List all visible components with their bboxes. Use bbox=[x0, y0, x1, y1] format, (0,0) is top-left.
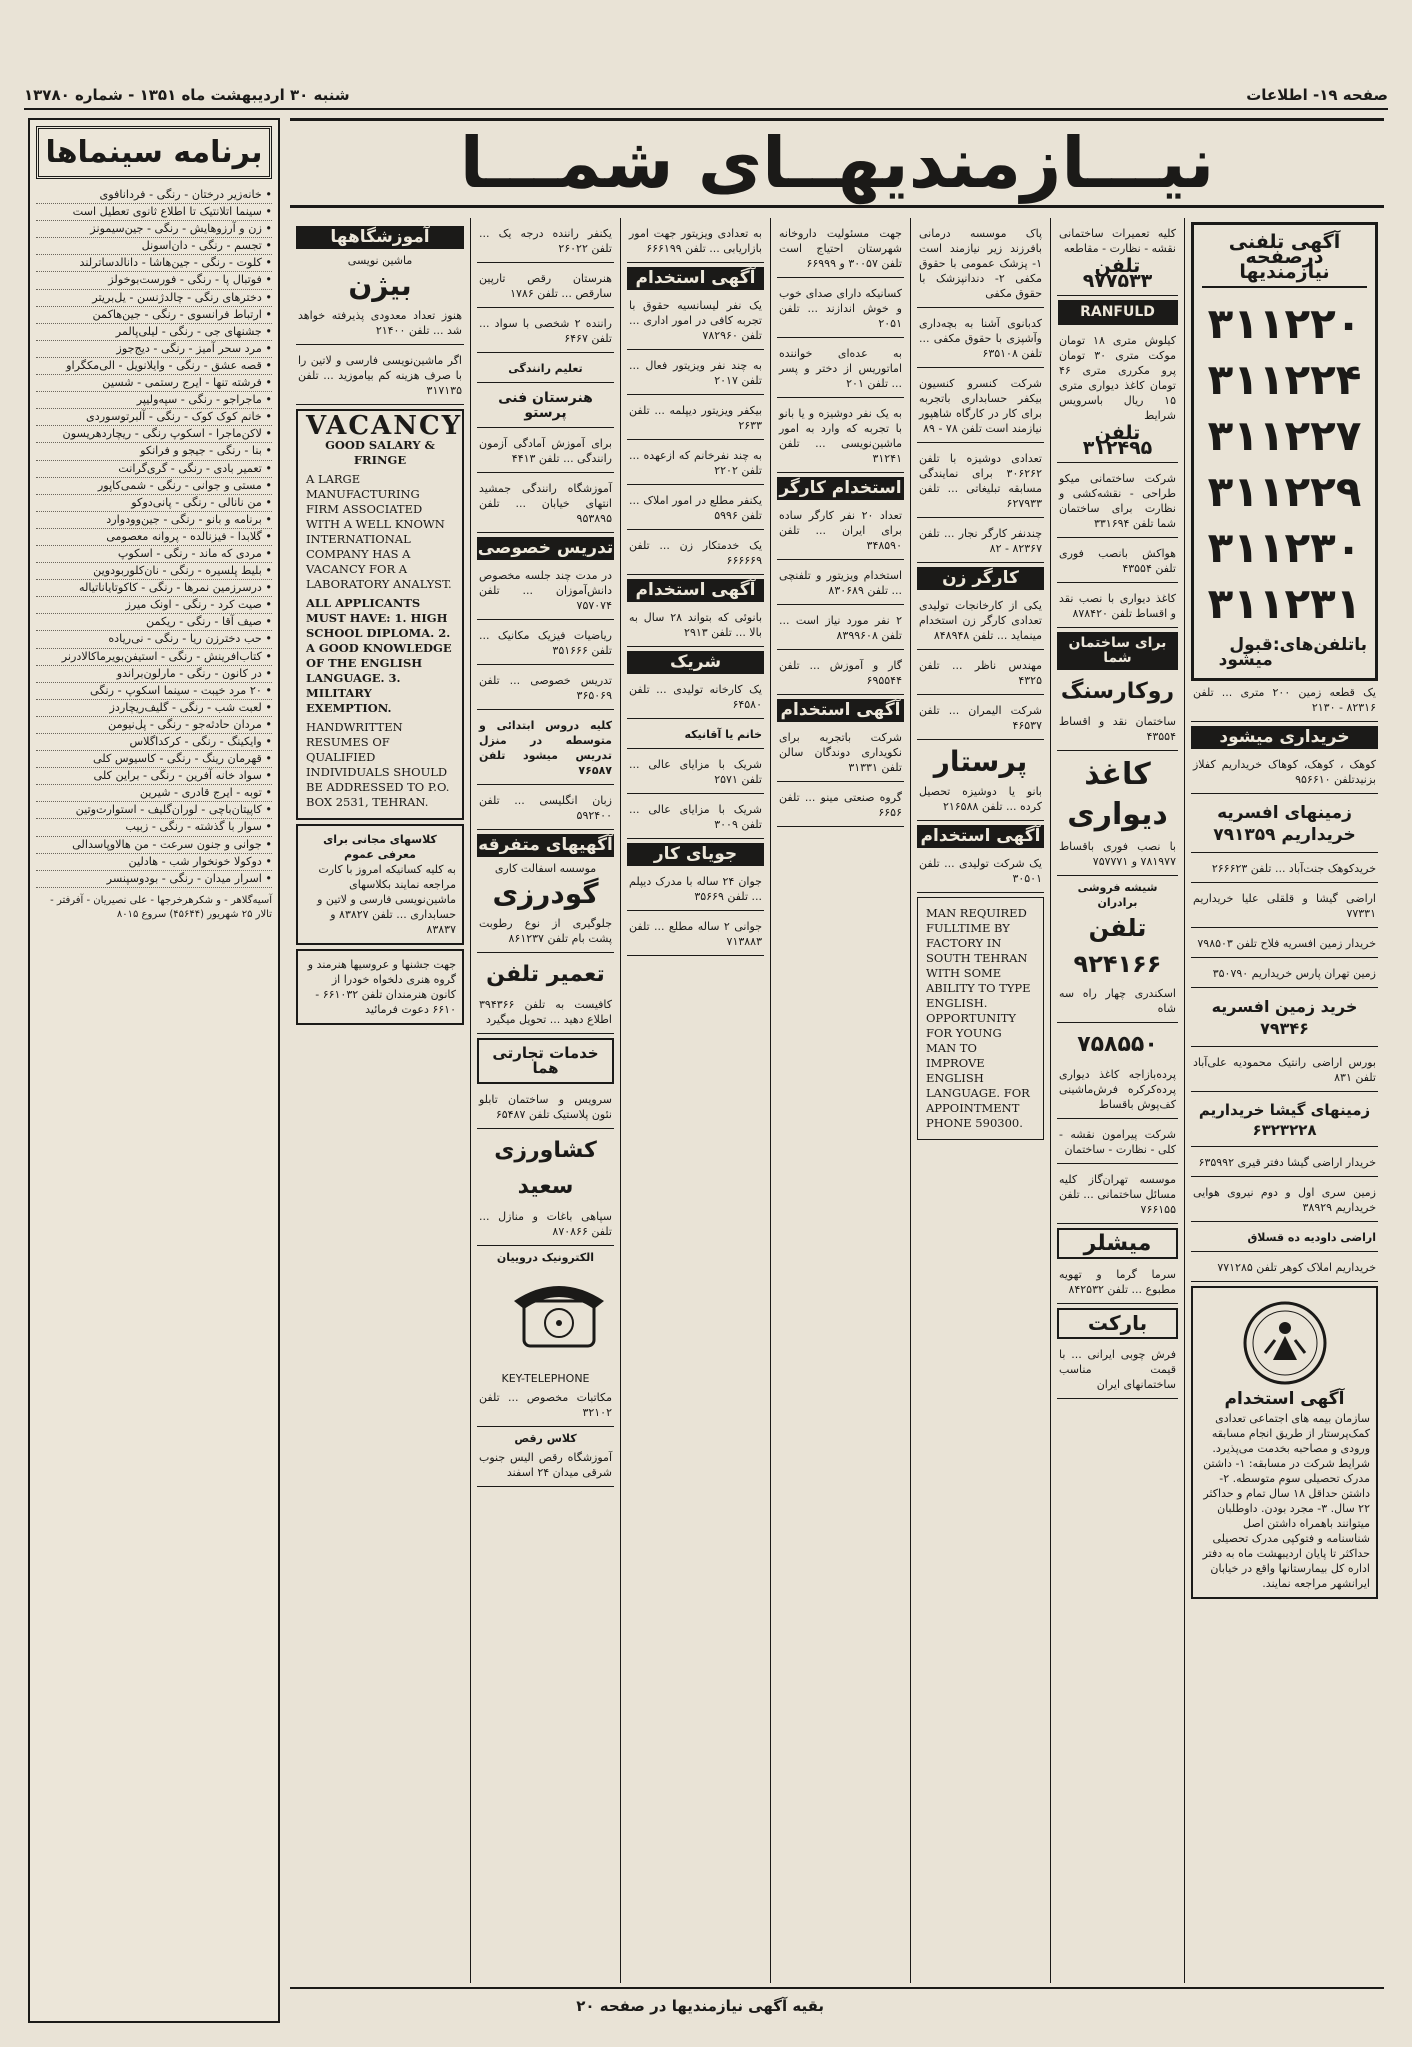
phone-number: ۳۱۱۲۲۰ bbox=[1207, 299, 1362, 348]
heading-build: برای ساختمان شما bbox=[1057, 632, 1178, 670]
ad-buy-5: زمین تهران پارس خریداریم ۳۵۰۷۹۰ bbox=[1191, 962, 1378, 988]
ad-vacancy bbox=[296, 409, 464, 820]
ad-big-land-2: خرید زمین افسریه ۷۹۳۴۶ bbox=[1191, 992, 1378, 1047]
heading-buy: خریداری میشود bbox=[1191, 726, 1378, 749]
phone-ad-side-bottom: قبول میشود bbox=[1218, 635, 1273, 670]
ad-tutor-3: تدریس خصوصی ... تلفن ۳۶۵۰۶۹ bbox=[477, 669, 614, 710]
cinema-listing: • فوتبال پا - رنگی - فورست‌بوخولز bbox=[36, 272, 272, 289]
ad-big-farm: کشاورزی سعید bbox=[494, 1138, 597, 1199]
cinema-listing: • قهرمان رینگ - رنگی - کاسیوس کلی bbox=[36, 751, 272, 768]
ad-realestate: یکنفر مطلع در امور املاک ... تلفن ۵۹۹۶ bbox=[627, 489, 764, 530]
ranfuld-logo: RANFULD bbox=[1058, 300, 1178, 325]
insurance-emblem-icon bbox=[1240, 1298, 1330, 1388]
ad-english: زبان انگلیسی ... تلفن ۵۹۲۴۰۰ bbox=[477, 789, 614, 830]
ad-big-num: ۷۵۸۵۵۰ bbox=[1077, 1032, 1158, 1057]
ad-carpet bbox=[1057, 329, 1178, 463]
cinema-listing: • ارتباط فرانسوی - رنگی - جین‌هاکمن bbox=[36, 307, 272, 324]
ad-buy-7: خریدار اراضی گیشا دفتر قیری ۶۳۵۹۹۲ bbox=[1191, 1151, 1378, 1177]
running-header-left: شنبه ۳۰ اردیبهشت ماه ۱۳۵۱ - شماره ۱۳۷۸۰ bbox=[24, 86, 350, 104]
cinema-listing: • گلابدا - فیزنالده - پروانه معصومی bbox=[36, 529, 272, 546]
ad-rent: خریداریم املاک کوهر تلفن ۷۷۱۲۸۵ bbox=[1191, 1256, 1378, 1282]
ad-correspondence: مکاتبات مخصوص ... تلفن ۳۲۱۰۲ bbox=[477, 1386, 614, 1427]
ad-housekeeper: کدبانوی آشنا به بچه‌داری وآشپزی با حقوق مکفی ... تلفن ۶۳۵۱۰۸ bbox=[917, 312, 1044, 368]
vacancy-line-4: HANDWRITTEN RESUMES OF QUALIFIED INDIVIDUALS SHOULD BE ADDRESSED TO P.O. BOX 2531, TEHRAN. bbox=[306, 720, 450, 809]
ad-driver: یکنفر راننده درجه یک ... تلفن ۲۶۰۲۲ bbox=[477, 222, 614, 263]
ad-waterproof: جلوگیری از نوع رطوبت پشت بام تلفن ۸۶۱۲۳۷ bbox=[477, 912, 614, 953]
heading-partner: شریک bbox=[627, 651, 764, 674]
ad-diploma-visitor: بیکفر ویزیتور دیپلمه ... تلفن ۲۶۳۳ bbox=[627, 399, 764, 440]
ad-active-visitor: به چند نفر ویزیتور فعال ... تلفن ۲۰۱۷ bbox=[627, 354, 764, 395]
cinema-listing: • اسرار میدان - رنگی - بودوسپنسر bbox=[36, 871, 272, 888]
ad-gardens: سپاهی باغات و منازل ... تلفن ۸۷۰۸۶۶ bbox=[477, 1205, 614, 1246]
ad-big-phone-repair: تعمیر تلفن bbox=[486, 962, 605, 987]
ad-parquet: فرش چوبی ایرانی ... با قیمت مناسب ساختمانهای ایران bbox=[1057, 1343, 1178, 1399]
phone-ad-box bbox=[1191, 222, 1378, 681]
ad-job-seeker-1: جوان ۲۴ ساله با مدرک دیپلم ... تلفن ۳۵۶۶۹ bbox=[627, 870, 764, 911]
cinema-program-title: برنامه سینماها bbox=[36, 126, 272, 179]
cinema-listing: • توبه - ایرج قادری - شیرین bbox=[36, 785, 272, 802]
ad-glass-address: اسکندری چهار راه سه شاه bbox=[1057, 982, 1178, 1023]
ad-ladies-2: به چند نفرخانم که ازعهده ... تلفن ۲۲۰۲ bbox=[627, 444, 764, 485]
ad-building-repair-phone: تلفن ۹۷۷۵۳۳ bbox=[1082, 255, 1153, 292]
ad-buy-6: بورس اراضی رانتیک محمودیه علی‌آباد تلفن ۸۳۱ bbox=[1191, 1051, 1378, 1092]
heading-hire-col5: آگهی استخدام bbox=[627, 267, 764, 290]
cinema-listing: • برنامه و بانو - رنگی - جین‌وودوارد bbox=[36, 512, 272, 529]
ad-typing: ماشین نویسی bbox=[347, 254, 413, 267]
ad-artists: جهت جشنها و عروسیها هنرمند و گروه هنری دلخواه خودرا از کانون هنرمندان تلفن ۶۶۱۰۳۲ - ۶۶۱۰ دعوت فرمائید bbox=[296, 949, 464, 1025]
section-banner: نیـــازمندیهــای شمـــا bbox=[290, 118, 1384, 208]
cinema-listing: • خانه‌زیر درختان - رنگی - فردانافوی bbox=[36, 187, 272, 204]
phone-number: ۳۱۱۲۲۷ bbox=[1207, 411, 1362, 460]
ad-mino: گروه صنعتی مینو ... تلفن ۶۶۵۶ bbox=[777, 786, 904, 827]
cinema-listing: • کاپیتان‌باچی - لوران‌گلیف - استوارت‌وتین bbox=[36, 802, 272, 819]
heading-schools: آموزشگاهها bbox=[296, 226, 464, 249]
ad-partner-3: شریک با مزایای عالی ... تلفن ۳۰۰۹ bbox=[627, 798, 764, 839]
ad-experienced: شرکت باتجربه برای نکویداری دوندگان سالن تلفن ۳۱۳۳۱ bbox=[777, 726, 904, 782]
phone-number: ۳۱۱۲۲۹ bbox=[1207, 467, 1362, 516]
ad-buy-2: خریدکوهک جنت‌آباد ... تلفن ۲۶۶۶۲۳ bbox=[1191, 857, 1378, 883]
cinema-listing: • جشنهای جی - رنگی - لیلی‌پالمر bbox=[36, 324, 272, 341]
ad-bijan: هنوز تعداد معدودی پذیرفته خواهد شد ... تلفن ۲۱۴۰۰ bbox=[296, 304, 464, 345]
ad-buy-1: کوهک ، کوهک، کوهاک خریداریم کفلاز بزنیدتلفن ۹۵۶۶۱۰ bbox=[1191, 753, 1378, 794]
cinema-listing: • دوکولا خونخوار شب - هادلین bbox=[36, 854, 272, 871]
mischler-logo: میشلر bbox=[1057, 1228, 1178, 1259]
cinema-listing: • کتاب‌افرینش - رنگی - استیفن‌بویرماکا‌لادرنر bbox=[36, 649, 272, 666]
ad-electronic: الکترونیک دروییان bbox=[496, 1251, 595, 1264]
phone-number: ۳۱۱۲۳۰ bbox=[1207, 523, 1362, 572]
phone-ad-side-top: باتلفن‌های: bbox=[1272, 635, 1367, 655]
cinema-listing: • تعمیر بادی - رنگی - گری‌گرانت bbox=[36, 461, 272, 478]
key-telephone-label: KEY-TELEPHONE bbox=[501, 1372, 590, 1385]
cinema-program bbox=[28, 118, 280, 2023]
phone-number-list bbox=[1202, 296, 1367, 632]
ad-driving-prep: برای آموزش آمادگی آزمون رانندگی ... تلفن ۴۴۱۳ bbox=[477, 432, 614, 473]
cinema-listing: • سینما اتلانتیک تا اطلاع ثانوی تعطیل است bbox=[36, 204, 272, 221]
ad-maid: یک خدمتکار زن ... تلفن ۶۶۶۶۶۹ bbox=[627, 534, 764, 575]
cinema-listing: • قصه عشق - رنگی - وایلانویل - الی‌مکگراو bbox=[36, 358, 272, 375]
ad-big-bijan: بیژن bbox=[348, 269, 412, 302]
ad-glass: شیشه فروشی برادران bbox=[1077, 881, 1158, 909]
ad-nurse: بانو یا دوشیزه تحصیل کرده ... تلفن ۲۱۶۵۸۸ bbox=[917, 780, 1044, 821]
ad-dance-school: هنرستان رقص تارپین سارقص ... تلفن ۱۷۸۶ bbox=[477, 267, 614, 308]
classifieds-section bbox=[290, 118, 1384, 2023]
vacancy-line-2: A LARGE MANUFACTURING FIRM ASSOCIATED WITH A WELL KNOWN INTERNATIONAL COMPANY HAS A VACANCY FOR A LABORATORY ANALYST. bbox=[306, 472, 452, 591]
ad-tutor-1: در مدت چند جلسه مخصوص دانش‌آموزان ... تلفن ۷۵۷۰۷۴ bbox=[477, 564, 614, 620]
ad-tutor-4: کلیه دروس ابتدائی و متوسطه در منزل تدریس میشود تلفن ۷۶۵۸۷ bbox=[477, 714, 614, 785]
cinema-listing: • مرد سحر آمیز - رنگی - دیج‌جوز bbox=[36, 341, 272, 358]
ad-work-training: گار و آموزش ... تلفن ۶۹۵۵۴۴ bbox=[777, 654, 904, 695]
bw-logo: بارکت bbox=[1057, 1308, 1178, 1339]
ad-driver-2: راننده ۲ شخصی با سواد ... تلفن ۶۴۶۷ bbox=[477, 312, 614, 353]
heading-job-seeker: جویای کار bbox=[627, 843, 764, 866]
ad-free-classes bbox=[296, 824, 464, 945]
telephone-icon bbox=[504, 1271, 614, 1361]
heading-tutor: تدریس خصوصی bbox=[477, 538, 614, 558]
ad-alimran: شرکت الیمران ... تلفن ۴۶۵۳۷ bbox=[917, 699, 1044, 740]
ad-big-wallpaper: کاغذ دیواری bbox=[1067, 757, 1168, 832]
cinema-listing: • جوانی و جنون سرعت - من هالاوپاسدالی bbox=[36, 837, 272, 854]
column-5 bbox=[620, 218, 770, 1983]
cinema-listing: • لعبت شب - رنگی - گلیف‌ریچاردز bbox=[36, 700, 272, 717]
ad-fan: هواکش بانصب فوری تلفن ۴۳۵۵۴ bbox=[1057, 542, 1178, 583]
phone-ad-side bbox=[1202, 635, 1367, 670]
column-4 bbox=[770, 218, 910, 1983]
phone-number: ۳۱۱۲۳۱ bbox=[1207, 579, 1362, 628]
ad-typing-2: اگر ماشین‌نویسی فارسی و لاتین را با صرف هزینه کم بیاموزید ... تلفن ۳۱۷۱۳۵ bbox=[296, 349, 464, 405]
cinema-listing: • سواد خانه آفرین - رنگی - براین کلی bbox=[36, 768, 272, 785]
heading-driving: تعلیم رانندگی bbox=[477, 357, 614, 383]
ad-clinic: پاک موسسه درمانی بافرزند زیر نیازمند است ۱- پزشک عمومی با حقوق مکفی ۲- دندانپزشک با حقوق مکفی bbox=[917, 222, 1044, 308]
ad-marketing: به تعدادی ویزیتور جهت امور بازاریابی ... تلفن ۶۶۶۱۹۹ bbox=[627, 222, 764, 263]
cinema-listing: • سوار با گذشته - رنگی - زبیب bbox=[36, 819, 272, 836]
cinema-listing: • صیت کرد - رنگی - اونک میرز bbox=[36, 597, 272, 614]
homa-logo: خدمات تجارتی هما bbox=[477, 1038, 614, 1084]
ad-big-land: زمینهای افسریه خریداریم ۷۹۱۳۵۹ bbox=[1191, 798, 1378, 853]
ad-big-gudarzi: گودرزی bbox=[492, 877, 599, 910]
ad-buy-4: خریدار زمین افسریه فلاح تلفن ۷۹۸۵۰۳ bbox=[1191, 932, 1378, 958]
column-2 bbox=[1050, 218, 1184, 1983]
phone-ad-title: آگهی تلفنی درصفحه نیازمندیها bbox=[1202, 235, 1367, 288]
cinema-listing: • فرشته تنها - ایرج رستمی - شسین bbox=[36, 375, 272, 392]
ad-big-gisha: زمینهای گیشا خریداریم ۶۳۲۳۲۲۸ bbox=[1191, 1096, 1378, 1147]
heading-hire-col5-2: آگهی استخدام bbox=[627, 579, 764, 602]
cinema-listing: • مردی که ماند - رنگی - اسکوپ bbox=[36, 546, 272, 563]
free-classes-body: به کلیه کسانیکه امروز با کارت مراجعه نمایند بکلاسهای ماشین‌نویسی فارسی و لاتین و حسابداری ... تلفن ۸۳۸۲۷ و ۸۳۸۳۷ bbox=[317, 863, 456, 936]
ad-jamshid: آموزشگاه رانندگی جمشید انتهای خیابان ... تلفن ۹۵۳۸۹۵ bbox=[477, 477, 614, 533]
heading-female-worker: کارگر زن bbox=[917, 567, 1044, 590]
ad-two-people: ۲ نفر مورد نیاز است ... تلفن ۸۳۹۹۶۰۸ bbox=[777, 609, 904, 650]
ad-miko: شرکت ساختمانی میکو طراحی - نقشه‌کشی و نظارت برای ساختمان شما تلفن ۳۳۱۶۹۴ bbox=[1057, 467, 1178, 538]
ad-engineer: مهندس ناظر ... تلفن ۴۳۲۵ bbox=[917, 654, 1044, 695]
page-footer: بقیه آگهی نیازمندیها در صفحه ۲۰ bbox=[290, 1987, 1384, 2023]
ad-partner-2: شریک با مزایای عالی ... تلفن ۲۵۷۱ bbox=[627, 753, 764, 794]
cinema-listing: • ماجراجو - رنگی - سپه‌ولیپر bbox=[36, 392, 272, 409]
vacancy-title: VACANCY bbox=[306, 411, 463, 441]
classified-columns bbox=[290, 218, 1384, 1983]
column-3 bbox=[910, 218, 1050, 1983]
ad-building-repair-text: کلیه تعمیرات ساختمانی نقشه - نظارت - مقاطعه bbox=[1059, 227, 1176, 255]
ad-tehrangaz: موسسه تهران‌گاز کلیه مسائل ساختمانی ... تلفن ۷۶۶۱۵۵ bbox=[1057, 1168, 1178, 1224]
ad-typist: به یک نفر دوشیزه و یا بانو با تجربه که وارد به امور ماشین‌نویسی ... تلفن ۳۱۲۴۱ bbox=[777, 402, 904, 473]
cinema-listing: • مستی و جوانی - رنگی - شمی‌کاپور bbox=[36, 478, 272, 495]
ad-phone-repair: کافیست به تلفن ۳۹۴۳۶۶ اطلاع دهید ... تحویل میگیرد bbox=[477, 993, 614, 1034]
ad-visitor: استخدام ویزیتور و تلفنچی ... تلفن ۸۳۰۶۸۹ bbox=[777, 564, 904, 605]
ad-partner: یک کارخانه تولیدی ... تلفن ۶۴۵۸۰ bbox=[627, 678, 764, 719]
ad-wallpaper-2: با نصب فوری باقساط ۷۸۱۹۷۷ و ۷۵۷۷۷۱ bbox=[1057, 835, 1178, 876]
cinema-list bbox=[36, 187, 272, 888]
ad-tutor-2: ریاضیات فیزیک مکانیک ... تلفن ۳۵۱۶۶۶ bbox=[477, 624, 614, 665]
cinema-listing: • بلیط پلسیره - رنگی - نان‌کلوربودوین bbox=[36, 563, 272, 580]
running-header-right: صفحه ۱۹- اطلاعات bbox=[1246, 86, 1388, 104]
column-6 bbox=[470, 218, 620, 1983]
cinema-listing: • تجسم - رنگی - دان‌اسونل bbox=[36, 238, 272, 255]
ad-ladies: تعدادی دوشیزه با تلفن ۳۰۶۲۶۲ برای نمایندگی مسابقه تبلیغاتی ... تلفن ۶۲۷۹۳۳ bbox=[917, 447, 1044, 518]
ad-accountant: شرکت کنسرو کنسیون بیکفر حسابداری باتجربه برای کار در کارگاه شاهپور نیازمند است تلفن ۷۸ - ۸۹ bbox=[917, 372, 1044, 443]
heading-misc: آگهیهای متفرقه bbox=[478, 835, 613, 855]
ad-big-rock: روکارسنگ bbox=[1060, 679, 1175, 704]
cinema-footer: آسیه‌گلاهر - و شکرهرخرجها - علی نصیریان - آفرفتر - تالار ۲۵ شهریور (۴۵۶۴۴) سروع ۸۰۱۵ bbox=[50, 894, 272, 920]
ad-neon: سرویس و ساختمان تابلو نئون پلاستیک تلفن ۶۵۴۸۷ bbox=[477, 1088, 614, 1129]
cinema-listing: • دخترهای رنگی - چالدژنسن - یل‌بریتر bbox=[36, 290, 272, 307]
ad-factory: یکی از کارخانجات تولیدی تعدادی کارگر زن استخدام مینماید ... تلفن ۸۴۸۹۴۸ bbox=[917, 594, 1044, 650]
cinema-listing: • ۲۰ مرد خیبت - سینما اسکوپ - رنگی bbox=[36, 683, 272, 700]
ad-lady: بانوئی که بتواند ۲۸ سال به بالا ... تلفن ۲۹۱۳ bbox=[627, 606, 764, 647]
ad-english-factory: MAN REQUIRED FULLTIME BY FACTORY IN SOUTH TEHRAN WITH SOME ABILITY TO TYPE ENGLISH. OPPORTUNITY FOR YOUNG MAN TO IMPROVE ENGLISH LANGUAGE. FOR APPOINTMENT PHONE 590300. bbox=[917, 897, 1044, 1140]
cinema-listing: • کلوت - رنگی - جین‌هاشا - دانالدساترلند bbox=[36, 255, 272, 272]
ad-insurance bbox=[1191, 1286, 1378, 1599]
ad-hvac: سرما گرما و تهویه مطبوع ... تلفن ۸۴۲۵۳۲ bbox=[1057, 1263, 1178, 1304]
ad-amateurs: به عده‌ای خواننده اماتوریس از دختر و پسر ... تلفن ۲۰۱ bbox=[777, 342, 904, 398]
heading-hire-col3: آگهی استخدام bbox=[917, 825, 1044, 848]
cinema-listing: • وایکینگ - رنگی - کرکداگلاس bbox=[36, 734, 272, 751]
ad-rock: ساختمان نقد و اقساط ۴۳۵۵۴ bbox=[1057, 710, 1178, 751]
vacancy-line-3: ALL APPLICANTS MUST HAVE: 1. HIGH SCHOOL DIPLOMA. 2. A GOOD KNOWLEDGE OF THE ENGLISH LANGUAGE. 3. MILITARY EXEMPTION. bbox=[306, 596, 452, 715]
ad-davudieh: اراضی داودیه ده قسلاق bbox=[1191, 1226, 1378, 1252]
cinema-listing: • بنا - رنگی - جیجو و فرانکو bbox=[36, 443, 272, 460]
ad-asphalt: موسسه اسفالت کاری bbox=[494, 862, 597, 875]
cinema-listing: • خانم کوک کوک - رنگی - آلبرتوسوردی bbox=[36, 409, 272, 426]
ad-simple-workers: تعداد ۲۰ نفر کارگر ساده برای ایران ... تلفن ۳۴۸۵۹۰ bbox=[777, 504, 904, 560]
ad-job-seeker-2: جوانی ۲ ساله مطلع ... تلفن ۷۱۳۸۸۳ bbox=[627, 915, 764, 956]
cinema-listing: • من نانالی - رنگی - پانی‌دوکو bbox=[36, 495, 272, 512]
ad-production: یک شرکت تولیدی ... تلفن ۳۰۵۰۱ bbox=[917, 852, 1044, 893]
running-header bbox=[24, 82, 1388, 110]
ad-law-graduate: یک نفر لیسانسیه حقوق با تجربه کافی در امور اداری ... تلفن ۷۸۲۹۶۰ bbox=[627, 294, 764, 350]
cinema-listing: • در کانون - رنگی - مارلون‌براندو bbox=[36, 666, 272, 683]
cinema-listing: • لاکن‌ماجرا - اسکوپ رنگی - ریچاردهریسون bbox=[36, 426, 272, 443]
ad-big-nurse: پرستار bbox=[933, 745, 1028, 778]
ad-buy-8: زمین سری اول و دوم نیروی هوایی خریداریم ۳۸۹۲۹ bbox=[1191, 1181, 1378, 1222]
ad-curtain: پرده‌بازاجه کاغذ دیواری پرده‌کرکره فرش‌ماشینی کف‌پوش باقساط bbox=[1057, 1063, 1178, 1119]
cinema-listing: • زن و آرزوهایش - رنگی - جین‌سیمونز bbox=[36, 221, 272, 238]
column-7 bbox=[290, 218, 470, 1983]
cinema-listing: • صیف آقا - رنگی - ریکمن bbox=[36, 614, 272, 631]
cinema-listing: • حب دخترزن ریا - رنگی - نی‌ریاده bbox=[36, 631, 272, 648]
ad-buy-3: اراضی گیشا و قلقلی علیا خریداریم ۷۷۳۳۱ bbox=[1191, 887, 1378, 928]
column-1 bbox=[1184, 218, 1384, 1983]
heading-hire-worker: استخدام کارگر bbox=[777, 477, 904, 500]
cinema-listing: • مردان حادثه‌جو - رنگی - پل‌نیومن bbox=[36, 717, 272, 734]
cinema-listing: • درسرزمین نمرها - رنگی - کاکوتایاناتیاله bbox=[36, 580, 272, 597]
ad-dance-class: آموزشگاه رقص الیس جنوب شرقی میدان ۲۴ اسفند bbox=[477, 1446, 614, 1487]
free-classes-title: کلاسهای مجانی برای معرفی عموم bbox=[323, 833, 437, 861]
ad-wallpaper-1: کاغذ دیواری با نصب نقد و اقساط تلفن ۸۷۸۴۲۰ bbox=[1057, 587, 1178, 628]
ad-pharmacy: جهت مسئولیت داروخانه شهرستان احتیاج است تلفن ۳۰۰۵۷ و ۶۶۹۹۹ bbox=[777, 222, 904, 278]
ad-carpet-text: کیلوش متری ۱۸ تومان موکت متری ۳۰ تومان پرو مکرری متری ۴۶ تومان کاغذ دیواری متری ۱۵ ریال باسرویس شرایط bbox=[1059, 334, 1176, 422]
heading-hire-col4: آگهی استخدام bbox=[777, 699, 904, 722]
ad-land: یک قطعه زمین ۲۰۰ متری ... تلفن ۸۲۳۱۶ - ۲۱۳۰ bbox=[1191, 681, 1378, 722]
ad-piramoon: شرکت پیرامون نقشه - کلی - نظارت - ساختمان bbox=[1057, 1123, 1178, 1164]
ad-singers: کسانیکه دارای صدای خوب و خوش اندازند ... تلفن ۲۰۵۱ bbox=[777, 282, 904, 338]
ad-wife-heading: خانم یا آقانیکه bbox=[627, 723, 764, 749]
ad-parastoo: هنرستان فنی پرستو bbox=[477, 387, 614, 428]
phone-number: ۳۱۱۲۲۴ bbox=[1207, 355, 1362, 404]
vacancy-line-1: GOOD SALARY & FRINGE bbox=[325, 438, 435, 467]
heading-dance: کلاس رقص bbox=[514, 1432, 577, 1445]
ad-insurance-body: سازمان بیمه های اجتماعی تعدادی کمک‌پرستار از طریق انجام مسابقه ورودی و مصاحبه بخدمت می‌پذیرد. شرایط شرکت در مسابقه: ۱- داشتن مدرک تحصیلی سوم متوسطه. ۲- داشتن حداقل ۱۸ سال تمام و حداکثر ۲۲ سال. ۳- مجرد بودن. داوطلبان میتوانند باهمراه داشتن اصل شناسنامه و فتوکپی مدرک تحصیلی حداکثر تا پایان اردیبهشت ماه به دفتر اداره کل بیمارستانها واقع در خیابان ایرانشهر مراجعه نمایند. bbox=[1202, 1412, 1370, 1590]
ad-building-repair bbox=[1057, 222, 1178, 296]
ad-carpet-phone: تلفن ۳۱۲۴۹۵ bbox=[1082, 422, 1153, 459]
ad-insurance-title: آگهی استخدام bbox=[1224, 1389, 1345, 1409]
ad-big-tel: تلفن ۹۲۴۱۶۶ bbox=[1073, 914, 1162, 978]
ad-carpenter: چندنفر کارگر نجار ... تلفن ۸۲۳۶۷ - ۸۲ bbox=[917, 522, 1044, 563]
